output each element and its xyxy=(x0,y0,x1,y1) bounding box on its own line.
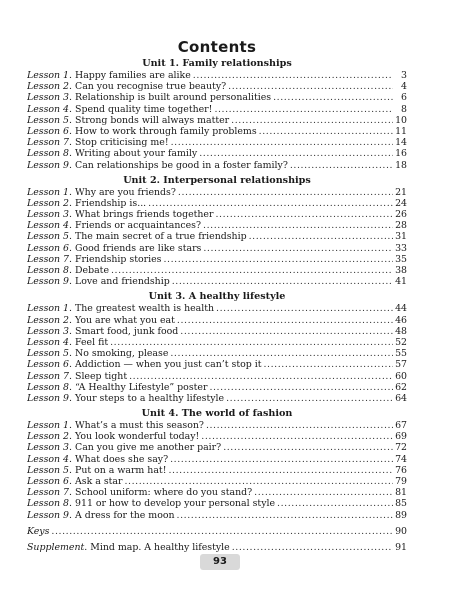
lesson-title: Friends or acquaintances? xyxy=(75,220,202,232)
lesson-label: Lesson 7. xyxy=(27,253,73,265)
lesson-title: You are what you eat xyxy=(75,314,175,326)
lesson-label: Lesson 3. xyxy=(27,325,73,337)
leader-dots xyxy=(232,542,393,553)
leader-dots xyxy=(170,348,393,359)
lesson-title: Love and friendship xyxy=(75,276,170,288)
units-list xyxy=(27,57,407,521)
unit-heading: Unit 1. Family relationships xyxy=(142,58,292,69)
lesson-title: Your steps to a healthy lifestyle xyxy=(75,392,225,404)
lesson-page: 79 xyxy=(395,476,407,487)
lesson-entry[interactable] xyxy=(27,104,407,115)
contents-page xyxy=(27,38,407,553)
lesson-label: Lesson 5. xyxy=(27,348,73,360)
lesson-entry[interactable] xyxy=(27,465,407,476)
lesson-page: 52 xyxy=(395,336,407,348)
lesson-title: “A Healthy Lifestyle” poster xyxy=(75,381,208,393)
lesson-title: Relationship is built around personalities xyxy=(75,92,272,104)
lesson-label: Lesson 7. xyxy=(27,487,73,499)
keys-page: 90 xyxy=(395,525,407,537)
lesson-page: 74 xyxy=(395,453,407,465)
lesson-label: Lesson 9. xyxy=(27,159,73,171)
lesson-page: 64 xyxy=(395,392,407,404)
lesson-entry[interactable] xyxy=(27,431,407,442)
lesson-entry[interactable] xyxy=(27,326,407,337)
unit-heading: Unit 2. Interpersonal relationships xyxy=(123,174,311,186)
lesson-entry[interactable] xyxy=(27,337,407,348)
lesson-page: 35 xyxy=(395,253,407,265)
leader-dots xyxy=(148,198,393,209)
lesson-title: Friendship stories xyxy=(75,253,162,265)
supplement-entry[interactable] xyxy=(27,542,407,553)
unit-heading: Unit 4. The world of fashion xyxy=(141,408,293,420)
lesson-entry[interactable] xyxy=(27,137,407,148)
lesson-label: Lesson 2. xyxy=(27,314,73,326)
lesson-title: The main secret of a true friendship xyxy=(75,231,247,243)
lesson-page: 60 xyxy=(395,370,407,382)
lesson-title: Addiction — when you just can’t stop it xyxy=(75,359,262,371)
lesson-page: 44 xyxy=(395,303,407,315)
lesson-title: What does she say? xyxy=(75,453,169,465)
lesson-entry[interactable] xyxy=(27,510,407,521)
lesson-entry[interactable] xyxy=(27,81,407,92)
lesson-title: The greatest wealth is health xyxy=(75,303,215,315)
leader-dots xyxy=(264,359,394,370)
lesson-label: Lesson 3. xyxy=(27,209,73,221)
lesson-label: Lesson 4. xyxy=(27,453,73,465)
lesson-label: Lesson 1. xyxy=(27,420,73,432)
leader-dots xyxy=(273,92,393,103)
lesson-label: Lesson 4. xyxy=(27,103,73,115)
lesson-page: 76 xyxy=(395,464,407,476)
unit-section xyxy=(27,57,407,171)
leader-dots xyxy=(254,487,393,498)
leader-dots xyxy=(177,510,393,521)
lesson-title: Friendship is... xyxy=(75,197,147,209)
lesson-label: Lesson 2. xyxy=(27,81,73,93)
lesson-title: Ask a star xyxy=(75,476,123,487)
lesson-title: A dress for the moon xyxy=(75,509,175,521)
lesson-page: 48 xyxy=(395,325,407,337)
supplement-text: Mind map. A healthy lifestyle xyxy=(90,541,230,553)
lesson-entry[interactable] xyxy=(27,148,407,159)
lesson-title: Happy families are alike xyxy=(75,70,191,81)
page-number: 93 xyxy=(200,554,240,570)
lesson-label: Lesson 6. xyxy=(27,125,73,137)
lesson-entry[interactable] xyxy=(27,265,407,276)
lesson-title: How to work through family problems xyxy=(75,125,257,137)
lesson-title: School uniform: where do you stand? xyxy=(75,487,253,499)
lesson-page: 3 xyxy=(401,70,407,81)
lesson-entry[interactable] xyxy=(27,276,407,287)
leader-dots xyxy=(129,371,393,382)
lesson-title: Debate xyxy=(75,265,109,276)
leader-dots xyxy=(203,220,393,231)
lesson-title: Feel fit xyxy=(75,336,109,348)
lesson-label: Lesson 3. xyxy=(27,92,73,104)
lesson-label: Lesson 1. xyxy=(27,186,73,198)
lesson-page: 55 xyxy=(395,348,407,360)
lesson-entry[interactable] xyxy=(27,487,407,498)
lesson-page: 85 xyxy=(395,498,407,510)
lesson-page: 72 xyxy=(395,442,407,454)
lesson-title: Strong bonds will always matter xyxy=(75,114,230,126)
lesson-label: Lesson 2. xyxy=(27,197,73,209)
lesson-entry[interactable] xyxy=(27,442,407,453)
leader-dots xyxy=(51,526,393,537)
leader-dots xyxy=(168,465,393,476)
lesson-title: Spend quality time together! xyxy=(75,103,213,115)
lesson-entry[interactable] xyxy=(27,498,407,509)
leader-dots xyxy=(290,160,393,171)
lesson-title: Good friends are like stars xyxy=(75,242,202,254)
lesson-page: 8 xyxy=(401,103,407,115)
lesson-page: 38 xyxy=(395,265,407,276)
leader-dots xyxy=(226,393,393,404)
lesson-title: Writing about your family xyxy=(75,148,198,160)
leader-dots xyxy=(111,265,393,276)
lesson-title: Put on a warm hat! xyxy=(75,464,167,476)
lesson-entry[interactable] xyxy=(27,198,407,209)
lesson-label: Lesson 8. xyxy=(27,148,73,160)
leader-dots xyxy=(228,81,393,92)
lesson-label: Lesson 6. xyxy=(27,359,73,371)
leader-dots xyxy=(110,337,393,348)
lesson-entry[interactable] xyxy=(27,231,407,242)
lesson-label: Lesson 9. xyxy=(27,392,73,404)
lesson-entry[interactable] xyxy=(27,160,407,171)
lesson-entry[interactable] xyxy=(27,454,407,465)
lesson-label: Lesson 8. xyxy=(27,265,73,276)
lesson-entry[interactable] xyxy=(27,243,407,254)
lesson-page: 18 xyxy=(395,159,407,171)
leader-dots xyxy=(215,209,393,220)
lesson-title: Stop criticising me! xyxy=(75,137,169,149)
lesson-entry[interactable] xyxy=(27,115,407,126)
lesson-entry[interactable] xyxy=(27,371,407,382)
leader-dots xyxy=(163,254,393,265)
lesson-label: Lesson 9. xyxy=(27,276,73,288)
leader-dots xyxy=(249,231,393,242)
lesson-page: 14 xyxy=(395,137,407,149)
lesson-title: Can you give me another pair? xyxy=(75,442,222,454)
leader-dots xyxy=(180,326,393,337)
lesson-entry[interactable] xyxy=(27,70,407,81)
lesson-page: 89 xyxy=(395,509,407,521)
lesson-page: 67 xyxy=(395,420,407,432)
lesson-title: Can you recognise true beauty? xyxy=(75,81,227,93)
lesson-entry[interactable] xyxy=(27,254,407,265)
lesson-page: 69 xyxy=(395,431,407,443)
keys-label: Keys xyxy=(27,525,50,537)
lesson-entry[interactable] xyxy=(27,209,407,220)
supplement-label: Supplement. xyxy=(27,541,88,553)
unit-section xyxy=(27,290,407,404)
leader-dots xyxy=(171,137,393,148)
lesson-label: Lesson 1. xyxy=(27,70,73,81)
lesson-entry[interactable] xyxy=(27,303,407,314)
leader-dots xyxy=(199,148,393,159)
lesson-page: 4 xyxy=(401,81,407,93)
leader-dots xyxy=(231,115,393,126)
leader-dots xyxy=(216,303,393,314)
leader-dots xyxy=(172,276,393,287)
lesson-title: What’s a must this season? xyxy=(75,420,204,432)
lesson-page: 11 xyxy=(395,125,407,137)
lesson-title: Sleep tight xyxy=(75,370,128,382)
leader-dots xyxy=(203,243,393,254)
lesson-entry[interactable] xyxy=(27,476,407,487)
lesson-entry[interactable] xyxy=(27,220,407,231)
lesson-entry[interactable] xyxy=(27,126,407,137)
lesson-page: 21 xyxy=(395,186,407,198)
lesson-label: Lesson 5. xyxy=(27,114,73,126)
lesson-title: Smart food, junk food xyxy=(75,325,179,337)
leader-dots xyxy=(259,126,393,137)
lesson-page: 81 xyxy=(395,487,407,499)
leader-dots xyxy=(193,70,393,81)
leader-dots xyxy=(214,104,393,115)
lesson-entry[interactable] xyxy=(27,393,407,404)
lesson-entry[interactable] xyxy=(27,359,407,370)
lesson-title: Why are you friends? xyxy=(75,186,176,198)
lesson-page: 62 xyxy=(395,381,407,393)
lesson-label: Lesson 6. xyxy=(27,242,73,254)
lesson-label: Lesson 7. xyxy=(27,137,73,149)
leader-dots xyxy=(178,187,393,198)
lesson-entry[interactable] xyxy=(27,315,407,326)
lesson-title: Can relationships be good in a foster family? xyxy=(75,159,288,171)
lesson-title: 911 or how to develop your personal style xyxy=(75,498,276,510)
lesson-entry[interactable] xyxy=(27,382,407,393)
lesson-label: Lesson 5. xyxy=(27,464,73,476)
unit-section xyxy=(27,407,407,521)
leader-dots xyxy=(206,420,393,431)
lesson-page: 16 xyxy=(395,148,407,160)
lesson-page: 33 xyxy=(395,242,407,254)
lesson-entry[interactable] xyxy=(27,420,407,431)
lesson-label: Lesson 4. xyxy=(27,336,73,348)
lesson-page: 57 xyxy=(395,359,407,371)
lesson-label: Lesson 3. xyxy=(27,442,73,454)
unit-section xyxy=(27,174,407,288)
unit-heading: Unit 3. A healthy lifestyle xyxy=(148,291,286,303)
lesson-label: Lesson 1. xyxy=(27,303,73,315)
lesson-label: Lesson 8. xyxy=(27,381,73,393)
leader-dots xyxy=(170,454,393,465)
supplement-page: 91 xyxy=(395,541,407,553)
lesson-page: 31 xyxy=(395,231,407,243)
lesson-page: 26 xyxy=(395,209,407,221)
leader-dots xyxy=(124,476,393,487)
lesson-label: Lesson 8. xyxy=(27,498,73,510)
lesson-title: No smoking, please xyxy=(75,348,169,360)
lesson-label: Lesson 7. xyxy=(27,370,73,382)
lesson-entry[interactable] xyxy=(27,92,407,103)
leader-dots xyxy=(209,382,393,393)
lesson-label: Lesson 4. xyxy=(27,220,73,232)
lesson-entry[interactable] xyxy=(27,348,407,359)
lesson-label: Lesson 2. xyxy=(27,431,73,443)
leader-dots xyxy=(201,431,393,442)
page-title: Contents xyxy=(177,38,257,56)
leader-dots xyxy=(177,315,393,326)
leader-dots xyxy=(223,442,393,453)
lesson-page: 46 xyxy=(395,314,407,326)
lesson-label: Lesson 9. xyxy=(27,509,73,521)
lesson-page: 28 xyxy=(395,220,407,232)
lesson-label: Lesson 6. xyxy=(27,476,73,487)
lesson-label: Lesson 5. xyxy=(27,231,73,243)
leader-dots xyxy=(277,498,393,509)
lesson-entry[interactable] xyxy=(27,187,407,198)
lesson-page: 10 xyxy=(395,114,407,126)
lesson-title: What brings friends together xyxy=(75,209,214,221)
lesson-page: 24 xyxy=(395,197,407,209)
keys-entry[interactable] xyxy=(27,526,407,537)
lesson-page: 41 xyxy=(395,276,407,288)
lesson-page: 6 xyxy=(401,92,407,104)
lesson-title: You look wonderful today! xyxy=(75,431,200,443)
